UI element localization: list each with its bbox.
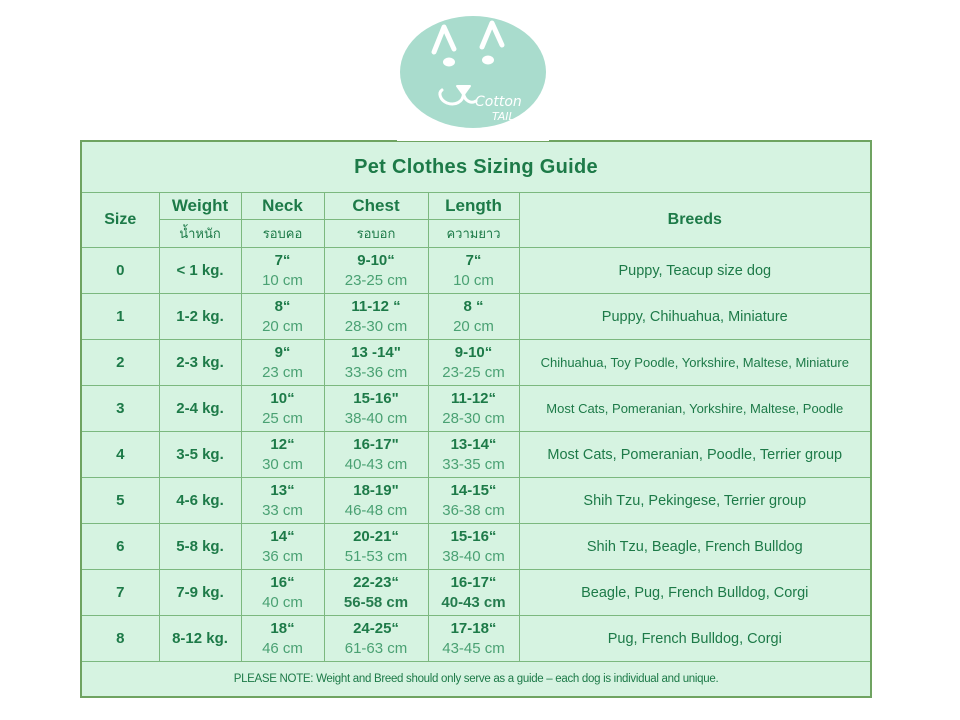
chest-cm: 23-25 cm	[344, 272, 408, 289]
column-header-weight-thai: น้ำหนัก	[159, 220, 241, 248]
chest-cm: 28-30 cm	[344, 318, 408, 335]
length-cell	[428, 478, 519, 524]
chest-inches: 9-10“	[357, 252, 395, 269]
chest-cm: 33-36 cm	[344, 364, 408, 381]
length-inches: 15-16“	[450, 528, 497, 545]
size-value: 2	[81, 340, 159, 386]
column-header-length-thai: ความยาว	[428, 220, 519, 248]
length-cm: 40-43 cm	[441, 594, 506, 611]
neck-cm: 23 cm	[262, 364, 303, 381]
chest-cell	[324, 248, 428, 294]
footer-note-row	[81, 662, 871, 698]
neck-cell	[241, 616, 324, 662]
length-inches: 13-14“	[450, 436, 497, 453]
neck-cell	[241, 248, 324, 294]
neck-inches: 18“	[270, 620, 295, 637]
column-header-breeds: Breeds	[519, 193, 871, 248]
weight-value: 2-3 kg.	[159, 340, 241, 386]
neck-cell	[241, 386, 324, 432]
column-header-neck: Neck	[241, 193, 324, 220]
table-row-size-4	[81, 432, 871, 478]
neck-cell	[241, 294, 324, 340]
neck-inches: 9“	[274, 344, 291, 361]
table-row-size-5	[81, 478, 871, 524]
size-value: 8	[81, 616, 159, 662]
chest-cell	[324, 294, 428, 340]
length-cell	[428, 386, 519, 432]
neck-cm: 36 cm	[262, 548, 303, 565]
chest-inches: 11-12 “	[351, 298, 401, 315]
neck-inches: 10“	[270, 390, 295, 407]
breeds-value: Puppy, Teacup size dog	[519, 248, 871, 294]
table-row-size-0	[81, 248, 871, 294]
weight-value: 7-9 kg.	[159, 570, 241, 616]
table-row-size-1	[81, 294, 871, 340]
chest-cell	[324, 478, 428, 524]
chest-inches: 16-17"	[353, 436, 399, 453]
page-title: Pet Clothes Sizing Guide	[81, 141, 871, 193]
neck-cm: 10 cm	[262, 272, 303, 289]
breeds-value: Most Cats, Pomeranian, Poodle, Terrier group	[519, 432, 871, 478]
neck-cm: 30 cm	[262, 456, 303, 473]
neck-cell	[241, 432, 324, 478]
length-inches: 7“	[465, 252, 482, 269]
weight-value: 2-4 kg.	[159, 386, 241, 432]
column-header-weight: Weight	[159, 193, 241, 220]
brand-word-cotton: Cotton	[475, 94, 522, 110]
length-cm: 36-38 cm	[442, 502, 505, 519]
breeds-value: Pug, French Bulldog, Corgi	[519, 616, 871, 662]
column-header-chest: Chest	[324, 193, 428, 220]
length-cm: 28-30 cm	[442, 410, 505, 427]
table-row-size-7	[81, 570, 871, 616]
size-value: 1	[81, 294, 159, 340]
chest-inches: 20-21“	[353, 528, 399, 545]
column-header-length: Length	[428, 193, 519, 220]
neck-cm: 33 cm	[262, 502, 303, 519]
table-row-size-3	[81, 386, 871, 432]
chest-cm: 38-40 cm	[344, 410, 408, 427]
title-row	[81, 141, 871, 193]
neck-cm: 46 cm	[262, 640, 303, 657]
weight-value: 8-12 kg.	[159, 616, 241, 662]
length-inches: 14-15“	[450, 482, 497, 499]
chest-cm: 46-48 cm	[344, 502, 408, 519]
length-inches: 17-18“	[450, 620, 497, 637]
length-inches: 8 “	[463, 298, 484, 315]
length-cell	[428, 432, 519, 478]
neck-inches: 13“	[270, 482, 295, 499]
length-inches: 9-10“	[454, 344, 493, 361]
chest-cell	[324, 432, 428, 478]
length-inches: 11-12“	[450, 390, 497, 407]
sizing-guide-table	[80, 140, 872, 698]
length-cm: 20 cm	[453, 318, 494, 335]
column-header-neck-thai: รอบคอ	[241, 220, 324, 248]
chest-cm: 56-58 cm	[343, 594, 409, 611]
brand-word-tail: TAIL	[492, 110, 515, 123]
weight-value: < 1 kg.	[159, 248, 241, 294]
size-value: 3	[81, 386, 159, 432]
chest-cell	[324, 570, 428, 616]
table-row-size-2	[81, 340, 871, 386]
chest-inches: 18-19"	[353, 482, 399, 499]
breeds-value: Puppy, Chihuahua, Miniature	[519, 294, 871, 340]
weight-value: 3-5 kg.	[159, 432, 241, 478]
column-header-chest-thai: รอบอก	[324, 220, 428, 248]
chest-cm: 51-53 cm	[344, 548, 408, 565]
size-value: 5	[81, 478, 159, 524]
breeds-value: Shih Tzu, Beagle, French Bulldog	[519, 524, 871, 570]
breeds-value: Chihuahua, Toy Poodle, Yorkshire, Maltese, Miniature	[519, 340, 871, 386]
length-cell	[428, 294, 519, 340]
neck-inches: 16“	[270, 574, 295, 591]
length-cm: 38-40 cm	[442, 548, 505, 565]
chest-cell	[324, 386, 428, 432]
size-value: 6	[81, 524, 159, 570]
length-cell	[428, 616, 519, 662]
size-value: 7	[81, 570, 159, 616]
chest-inches: 15-16"	[353, 390, 399, 407]
breeds-value: Most Cats, Pomeranian, Yorkshire, Maltese, Poodle	[519, 386, 871, 432]
length-cell	[428, 248, 519, 294]
weight-value: 5-8 kg.	[159, 524, 241, 570]
length-cell	[428, 340, 519, 386]
neck-cm: 40 cm	[262, 594, 303, 611]
neck-cell	[241, 340, 324, 386]
length-cell	[428, 524, 519, 570]
length-cm: 23-25 cm	[442, 364, 505, 381]
breeds-value: Beagle, Pug, French Bulldog, Corgi	[519, 570, 871, 616]
weight-value: 1-2 kg.	[159, 294, 241, 340]
neck-cell	[241, 570, 324, 616]
header-row-english	[81, 193, 871, 220]
chest-inches: 13 -14"	[351, 344, 401, 361]
neck-inches: 8“	[274, 298, 291, 315]
chest-cm: 61-63 cm	[344, 640, 408, 657]
cotton-tail-logo	[397, 0, 549, 141]
neck-cm: 25 cm	[262, 410, 303, 427]
length-inches: 16-17“	[450, 574, 497, 591]
length-cell	[428, 570, 519, 616]
length-cm: 10 cm	[453, 272, 494, 289]
dog-face-logo-icon	[397, 0, 549, 141]
column-header-size: Size	[81, 193, 159, 248]
length-cm: 43-45 cm	[442, 640, 505, 657]
chest-cell	[324, 524, 428, 570]
neck-cell	[241, 478, 324, 524]
breeds-value: Shih Tzu, Pekingese, Terrier group	[519, 478, 871, 524]
length-cm: 33-35 cm	[442, 456, 505, 473]
neck-inches: 14“	[270, 528, 295, 545]
neck-inches: 12“	[270, 436, 295, 453]
neck-inches: 7“	[274, 252, 291, 269]
size-value: 4	[81, 432, 159, 478]
size-value: 0	[81, 248, 159, 294]
chest-cm: 40-43 cm	[344, 456, 408, 473]
chest-cell	[324, 616, 428, 662]
chest-inches: 24-25“	[353, 620, 399, 637]
table-row-size-6	[81, 524, 871, 570]
please-note-text: PLEASE NOTE: Weight and Breed should only serve as a guide – each dog is individual and unique.	[81, 662, 871, 698]
neck-cm: 20 cm	[262, 318, 303, 335]
chest-inches: 22-23“	[353, 574, 399, 591]
chest-cell	[324, 340, 428, 386]
neck-cell	[241, 524, 324, 570]
weight-value: 4-6 kg.	[159, 478, 241, 524]
table-row-size-8	[81, 616, 871, 662]
